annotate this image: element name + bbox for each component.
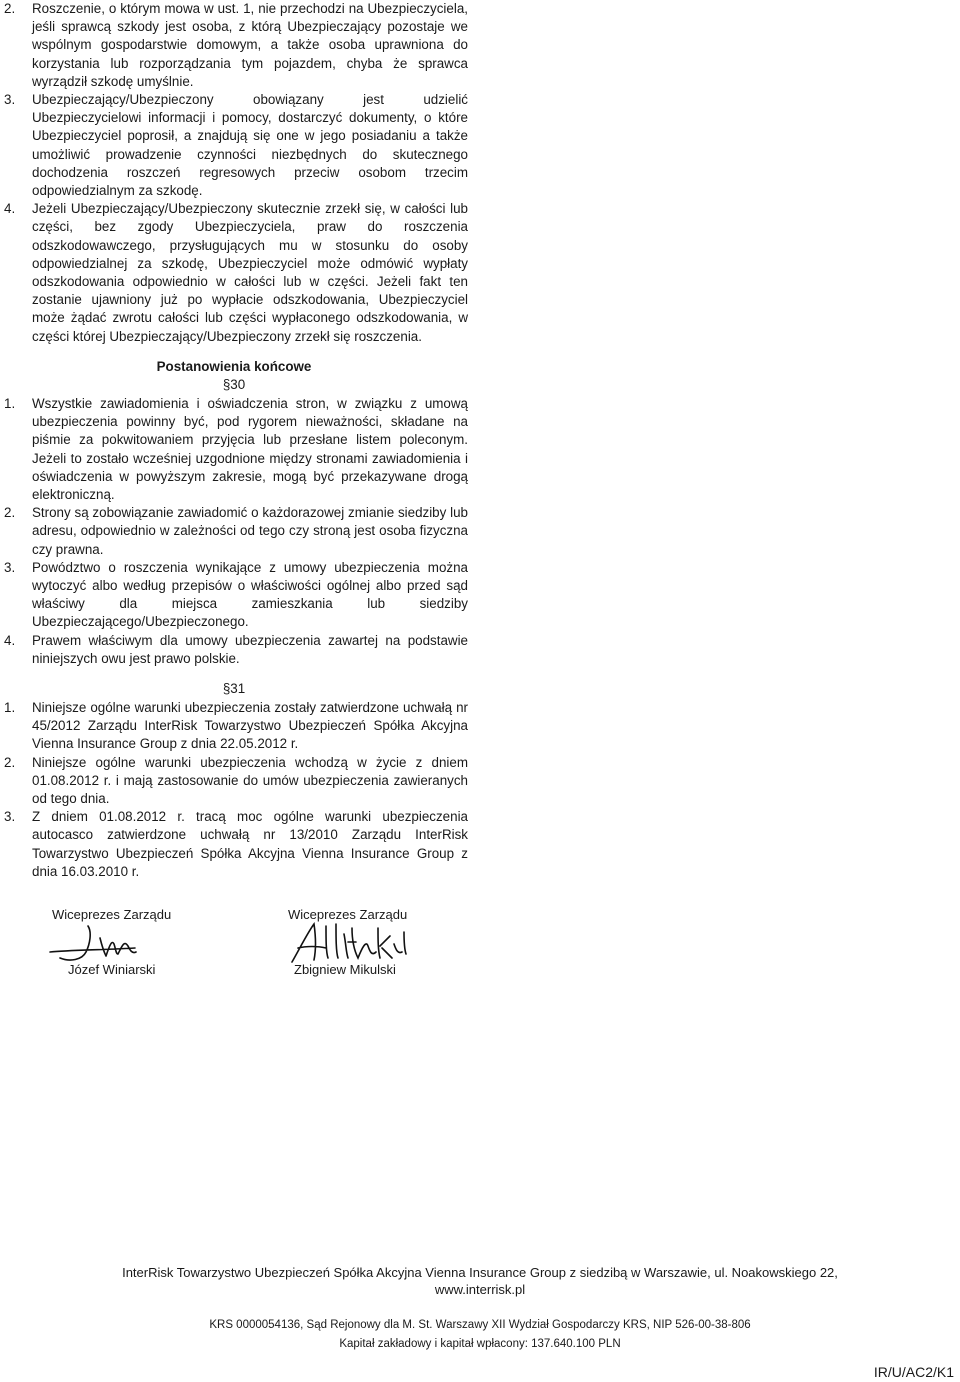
paragraph-number: §31 xyxy=(222,681,246,696)
item-text: Wszystkie zawiadomienia i oświadczenia stron, w związku z umową ubezpieczenia powinny być, pod rygorem nieważności, składane na piśmie za pokwitowaniem przyjęcia lub przesłane listem poleconym. Jeżeli to zostało wcześniej uzgodnione między stronami zawiadomienia i oświadczenia w powyższym zakresie, mogą być przekazywane drogą elektroniczną. xyxy=(32,396,468,503)
list-item xyxy=(0,632,468,668)
signature-right-icon xyxy=(286,918,416,968)
item-text: Powództwo o roszczenia wynikające z umowy ubezpieczenia można wytoczyć albo według przepisów o właściwości ogólnej albo przed sąd właściwy dla miejsca zamieszkania lub siedziby Ubezpieczającego/Ubezpieczonego. xyxy=(32,559,468,630)
item-number: 1. xyxy=(4,700,16,715)
item-number: 3. xyxy=(4,92,16,108)
signature-title-right: Wiceprezes Zarządu xyxy=(288,907,408,922)
top-section xyxy=(0,0,468,346)
item-number: 3. xyxy=(4,809,16,825)
document-code: IR/U/AC2/K1 xyxy=(873,1364,954,1380)
list-item xyxy=(0,504,468,559)
footer-company: InterRisk Towarzystwo Ubezpieczeń Spółka Akcyjna Vienna Insurance Group z siedzibą w Warszawie, ul. Noakowskiego 22, xyxy=(122,1265,838,1280)
footer-capital: Kapitał zakładowy i kapitał wpłacony: 137.640.100 PLN xyxy=(339,1338,621,1350)
list-item xyxy=(0,91,468,200)
section-31-list xyxy=(0,699,468,881)
item-number: 2. xyxy=(4,754,16,770)
item-text: Jeżeli Ubezpieczający/Ubezpieczony skutecznie zrzekł się, w całości lub części, bez zgody Ubezpieczyciela, praw do roszczenia odszkodowawczego, przysługujących mu w stosunku do osoby odpowiedzialnej za szkodę, Ubezpieczyciel może odmówić wypłaty odszkodowania odpowiednio w całości lub w części. Jeżeli fakt ten zostanie ujawniony już po wypłacie odszkodowania, Ubezpieczyciel może żądać zwrotu całości lub części wypłaconego odszkodowania, w części której Ubezpieczający/Ubezpieczony zrzekł się roszczenia. xyxy=(32,201,468,344)
item-number: 2. xyxy=(4,1,16,16)
list-item xyxy=(0,754,468,809)
item-text: Z dniem 01.08.2012 r. tracą moc ogólne warunki ubezpieczenia autocasco zatwierdzone uchwałą nr 13/2010 Zarządu InterRisk Towarzystwo Ubezpieczeń Spółka Akcyjna Vienna Insurance Group z dnia 16.03.2010 r. xyxy=(32,809,468,879)
item-number: 2. xyxy=(4,505,16,521)
item-text: Strony są zobowiązanie zawiadomić o każdorazowej zmianie siedziby lub adresu, odpowiednio w zależności od tego czy stroną jest osoba fizyczna czy prawna. xyxy=(32,505,468,557)
item-text: Roszczenie, o którym mowa w ust. 1, nie przechodzi na Ubezpieczyciela, jeśli sprawcą szkody jest osoba, z którą Ubezpieczający pozostaje we wspólnym gospodarstwie domowym, a także osoba uprawniona do korzystania lub rozporządzania tym pojazdem, chyba że sprawca wyrządził szkodę umyślnie. xyxy=(32,1,468,89)
list-item xyxy=(0,808,468,881)
list-item xyxy=(0,0,468,91)
list-item xyxy=(0,559,468,632)
item-number: 1. xyxy=(4,396,16,411)
signature-left-icon xyxy=(40,922,170,967)
item-text: Prawem właściwym dla umowy ubezpieczenia zawartej na podstawie niniejszych owu jest prawo polskie. xyxy=(32,632,468,666)
item-text: Niniejsze ogólne warunki ubezpieczenia zostały zatwierdzone uchwałą nr 45/2012 Zarządu InterRisk Towarzystwo Ubezpieczeń Spółka Akcyjna Vienna Insurance Group z dnia 22.05.2012 r. xyxy=(32,700,468,752)
section-heading: Postanowienia końcowe xyxy=(156,359,312,374)
list-item xyxy=(0,395,468,504)
item-number: 4. xyxy=(4,201,16,217)
item-number: 3. xyxy=(4,559,16,575)
signature-name-left: Józef Winiarski xyxy=(68,962,156,977)
list-item xyxy=(0,200,468,346)
final-provisions-list xyxy=(0,395,468,668)
signature-title-left: Wiceprezes Zarządu xyxy=(52,907,172,922)
item-text: Ubezpieczający/Ubezpieczony obowiązany jest udzielić Ubezpieczycielowi informacji i pomocy, dostarczyć dokumenty, o które Ubezpieczyciel poprosił, a znajdują się one w jego posiadaniu a także umożliwić prowadzenie czynności niezbędnych do skutecznego dochodzenia roszczeń regresowych przeciw osobom trzecim odpowiedzialnym za szkodę. xyxy=(32,92,468,199)
footer-website: www.interrisk.pl xyxy=(434,1282,526,1297)
signature-name-right: Zbigniew Mikulski xyxy=(294,962,396,977)
item-text: Niniejsze ogólne warunki ubezpieczenia wchodzą w życie z dniem 01.08.2012 r. i mają zastosowanie do umów ubezpieczenia zawieranych od tego dnia. xyxy=(32,754,468,807)
footer-registry: KRS 0000054136, Sąd Rejonowy dla M. St. Warszawy XII Wydział Gospodarczy KRS, NIP 526-00-38-806 xyxy=(209,1319,751,1331)
list-item xyxy=(0,699,468,754)
paragraph-number: §30 xyxy=(222,377,246,392)
item-number: 4. xyxy=(4,632,16,648)
